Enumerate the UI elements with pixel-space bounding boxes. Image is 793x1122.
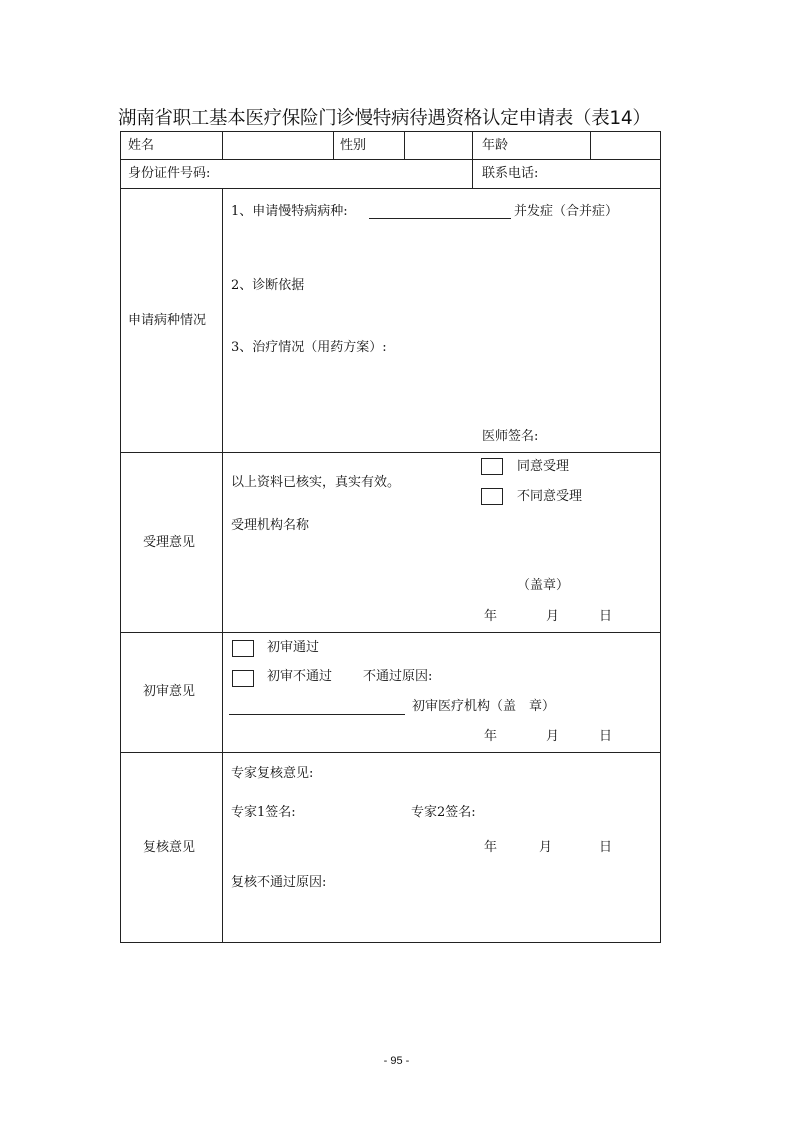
disease-type-label: 1、申请慢特病病种: — [231, 204, 348, 219]
page-number: - 95 - — [383, 1055, 410, 1067]
disagree-option-label: 不同意受理 — [517, 489, 583, 504]
diagnosis-basis-label: 2、诊断依据 — [231, 278, 305, 293]
form-title: 湖南省职工基本医疗保险门诊慢特病待遇资格认定申请表（表14） — [118, 108, 651, 129]
fail-reason-label: 不通过原因: — [363, 669, 433, 684]
year-label: 年 — [484, 729, 498, 744]
col-divider — [222, 132, 223, 159]
agree-option-label: 同意受理 — [517, 459, 570, 474]
verified-statement: 以上资料已核实，真实有效。 — [231, 475, 401, 490]
name-label: 姓名 — [128, 138, 155, 153]
org-name-label: 受理机构名称 — [231, 518, 310, 533]
col-divider — [222, 188, 223, 942]
acceptance-section-label: 受理意见 — [143, 535, 196, 550]
day-label: 日 — [599, 609, 613, 624]
col-divider — [590, 132, 591, 159]
application-form — [120, 131, 661, 943]
phone-label: 联系电话: — [482, 166, 539, 181]
initial-org-seal-label: 初审医疗机构（盖 章） — [412, 699, 556, 714]
month-label: 月 — [546, 729, 560, 744]
col-divider — [404, 132, 405, 159]
month-label: 月 — [539, 840, 553, 855]
treatment-label: 3、治疗情况（用药方案）: — [231, 340, 387, 355]
application-section-label: 申请病种情况 — [128, 313, 207, 328]
col-divider — [333, 132, 334, 159]
expert1-signature-label: 专家1签名: — [231, 805, 296, 820]
id-number-label: 身份证件号码: — [128, 166, 211, 181]
age-label: 年龄 — [482, 138, 509, 153]
pass-option-label: 初审通过 — [267, 640, 320, 655]
col-divider — [472, 132, 473, 159]
day-label: 日 — [599, 840, 613, 855]
gender-label: 性别 — [340, 138, 367, 153]
complication-label: 并发症（合并症） — [514, 204, 619, 219]
row-divider — [121, 632, 660, 633]
row-divider — [121, 752, 660, 753]
month-label: 月 — [546, 609, 560, 624]
doctor-signature-label: 医师签名: — [482, 429, 539, 444]
row-divider — [121, 159, 660, 160]
initial-review-section-label: 初审意见 — [143, 684, 196, 699]
row-divider — [121, 452, 660, 453]
expert-opinion-label: 专家复核意见: — [231, 766, 314, 781]
year-label: 年 — [484, 840, 498, 855]
seal-label: （盖章） — [517, 578, 570, 593]
recheck-fail-reason-label: 复核不通过原因: — [231, 875, 327, 890]
year-label: 年 — [484, 609, 498, 624]
disagree-checkbox[interactable] — [481, 488, 503, 505]
agree-checkbox[interactable] — [481, 458, 503, 475]
col-divider — [472, 159, 473, 188]
fail-checkbox[interactable] — [232, 670, 254, 687]
row-divider — [121, 188, 660, 189]
pass-checkbox[interactable] — [232, 640, 254, 657]
recheck-section-label: 复核意见 — [143, 840, 196, 855]
expert2-signature-label: 专家2签名: — [411, 805, 476, 820]
fail-option-label: 初审不通过 — [267, 669, 333, 684]
disease-type-underline — [369, 218, 511, 219]
initial-review-underline — [229, 714, 405, 715]
day-label: 日 — [599, 729, 613, 744]
